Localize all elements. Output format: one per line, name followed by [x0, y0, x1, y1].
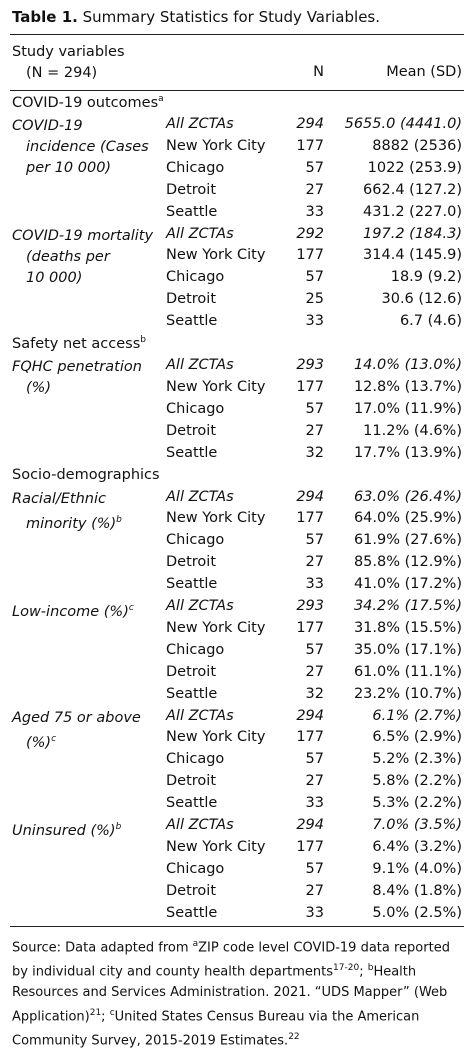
- variable-label-line: (%): [26, 380, 52, 396]
- col-header-variables: [12, 42, 125, 84]
- row-group: All ZCTAs: [166, 488, 234, 505]
- section-title-text: Socio-demographics: [12, 466, 160, 483]
- section-title: [12, 335, 146, 352]
- row-n: 294: [296, 116, 324, 132]
- table-row: [0, 510, 474, 532]
- row-n: 27: [305, 554, 324, 571]
- table-row: [0, 445, 474, 467]
- row-group: Seattle: [166, 795, 218, 812]
- table-row: [0, 576, 474, 598]
- table-row: [0, 357, 474, 379]
- row-n: 294: [296, 707, 324, 724]
- row-n: 57: [305, 400, 324, 417]
- variable-label-line: COVID-19: [12, 118, 83, 134]
- row-n: 293: [296, 357, 324, 373]
- row-n: 57: [305, 641, 324, 658]
- table-row: [0, 204, 474, 226]
- row-group: Detroit: [166, 663, 216, 680]
- row-n: 57: [305, 860, 324, 877]
- row-group: Chicago: [166, 860, 225, 877]
- row-mean-sd: 61.0% (11.1%): [353, 663, 462, 680]
- table-title: [12, 8, 380, 26]
- row-n: 33: [305, 795, 324, 812]
- variable-footnote: c: [128, 603, 134, 613]
- table-row: [0, 620, 474, 642]
- table-row: [0, 664, 474, 686]
- variable-label-line: incidence (Cases: [26, 139, 149, 155]
- section-title: [12, 467, 160, 483]
- row-n: 293: [296, 598, 324, 614]
- row-group: All ZCTAs: [166, 817, 234, 833]
- row-n: 27: [305, 663, 324, 680]
- row-n: 27: [305, 882, 324, 899]
- row-mean-sd: 12.8% (13.7%): [353, 378, 462, 395]
- table-row: [0, 839, 474, 861]
- row-group: Detroit: [166, 291, 216, 308]
- row-group: Seattle: [166, 444, 218, 461]
- row-n: 32: [305, 444, 324, 461]
- row-mean-sd: 5.0% (2.5%): [372, 904, 462, 921]
- table-row: [0, 226, 474, 248]
- table-row: [0, 423, 474, 445]
- variable-footnote: b: [115, 822, 122, 832]
- variable-label-line: COVID-19 mortality: [12, 227, 154, 244]
- row-n: 33: [305, 203, 324, 220]
- table-row: [0, 401, 474, 423]
- row-mean-sd: 11.2% (4.6%): [363, 422, 462, 439]
- col-header-sample-size: (N = 294): [26, 65, 98, 81]
- row-mean-sd: 31.8% (15.5%): [353, 619, 462, 636]
- row-mean-sd: 18.9 (9.2): [390, 269, 462, 286]
- table-row: [0, 686, 474, 708]
- row-n: 57: [305, 269, 324, 286]
- row-group: New York City: [166, 729, 266, 746]
- row-group: Seattle: [166, 203, 218, 220]
- row-n: 27: [305, 773, 324, 790]
- row-mean-sd: 35.0% (17.1%): [353, 641, 462, 658]
- row-n: 27: [305, 422, 324, 439]
- row-mean-sd: 6.1% (2.7%): [372, 707, 462, 724]
- row-group: Seattle: [166, 576, 218, 593]
- row-mean-sd: 85.8% (12.9%): [353, 554, 462, 571]
- variable-label-text: minority (%): [26, 515, 117, 532]
- row-n: 33: [305, 313, 324, 330]
- variable-label-line: Racial/Ethnic: [12, 490, 106, 507]
- section-title-text: Safety net access: [12, 335, 141, 352]
- row-group: New York City: [166, 137, 266, 154]
- variable-label-text: Uninsured (%): [12, 822, 116, 839]
- row-mean-sd: 5.8% (2.2%): [372, 773, 462, 790]
- row-mean-sd: 662.4 (127.2): [363, 181, 462, 198]
- table-row: [0, 773, 474, 795]
- row-mean-sd: 197.2 (184.3): [363, 225, 462, 242]
- row-group: New York City: [166, 247, 266, 264]
- row-mean-sd: 63.0% (26.4%): [353, 488, 462, 505]
- row-group: All ZCTAs: [166, 598, 234, 614]
- row-group: Detroit: [166, 422, 216, 439]
- row-group: Chicago: [166, 159, 225, 176]
- table-number: Table 1.: [12, 8, 78, 26]
- table-row: [0, 160, 474, 182]
- row-n: 57: [305, 751, 324, 768]
- table-row: [0, 598, 474, 620]
- table-row: [0, 729, 474, 751]
- variable-label-line: 10 000): [26, 269, 83, 286]
- variable-label-line: per 10 000): [26, 160, 112, 176]
- row-mean-sd: 17.7% (13.9%): [353, 444, 462, 461]
- variable-label-line: FQHC penetration: [12, 359, 142, 375]
- row-n: 292: [296, 225, 324, 242]
- section-title-text: COVID-19 outcomes: [12, 94, 159, 111]
- row-n: 32: [305, 685, 324, 702]
- row-mean-sd: 30.6 (12.6): [381, 291, 462, 308]
- table-row: [0, 795, 474, 817]
- row-group: All ZCTAs: [166, 357, 234, 373]
- row-mean-sd: 6.5% (2.9%): [372, 729, 462, 746]
- row-group: Chicago: [166, 400, 225, 417]
- variable-label-line: Aged 75 or above: [12, 709, 141, 726]
- row-mean-sd: 34.2% (17.5%): [353, 598, 462, 614]
- row-group: Chicago: [166, 751, 225, 768]
- row-n: 177: [296, 247, 324, 264]
- row-n: 177: [296, 619, 324, 636]
- variable-footnote: c: [51, 733, 57, 744]
- table-row: [0, 708, 474, 730]
- table-row: [0, 883, 474, 905]
- variable-label-text: (%): [26, 734, 52, 751]
- row-n: 33: [305, 904, 324, 921]
- variable-footnote: b: [116, 514, 122, 525]
- row-mean-sd: 61.9% (27.6%): [353, 532, 462, 549]
- row-group: All ZCTAs: [166, 116, 234, 132]
- section-title: [12, 94, 164, 111]
- row-mean-sd: 9.1% (4.0%): [372, 860, 462, 877]
- col-header-mean-sd: Mean (SD): [386, 64, 462, 80]
- table-row: [0, 642, 474, 664]
- row-group: Detroit: [166, 181, 216, 198]
- table-row: [0, 138, 474, 160]
- row-n: 57: [305, 532, 324, 549]
- row-mean-sd: 8882 (2536): [372, 137, 462, 154]
- row-group: Seattle: [166, 685, 218, 702]
- row-mean-sd: 5.2% (2.3%): [372, 751, 462, 768]
- table-row: [0, 489, 474, 511]
- row-group: New York City: [166, 378, 266, 395]
- row-mean-sd: 41.0% (17.2%): [353, 576, 462, 593]
- row-n: 27: [305, 181, 324, 198]
- row-n: 33: [305, 576, 324, 593]
- row-mean-sd: 5.3% (2.2%): [372, 795, 462, 812]
- table-row: [0, 751, 474, 773]
- row-group: Detroit: [166, 773, 216, 790]
- row-mean-sd: 17.0% (11.9%): [353, 400, 462, 417]
- row-group: All ZCTAs: [166, 225, 234, 242]
- top-rule: [10, 34, 464, 35]
- variable-label-line: (deaths per: [26, 248, 110, 265]
- table-row: [0, 313, 474, 335]
- variable-label-text: Low-income (%): [12, 603, 129, 620]
- row-mean-sd: 6.7 (4.6): [399, 313, 462, 330]
- row-n: 294: [296, 488, 324, 505]
- row-mean-sd: 1022 (253.9): [367, 159, 462, 176]
- table-source-note: Source: Data adapted from $^a$ZIP code level COVID-19 data reported by individual city and county health departments$^{17-20}$; $^b$Health Resources and Services Administration. 2021. “UDS Mapper” (Web Application)$^{21}$; $^c$United States Census Bureau via the American Community Survey, 2015-2019 Estimates.$^{22}$: [12, 939, 450, 1049]
- row-mean-sd: 314.4 (145.9): [363, 247, 462, 264]
- row-group: Chicago: [166, 269, 225, 286]
- row-group: New York City: [166, 510, 266, 527]
- table-row: [0, 379, 474, 401]
- table-row: [0, 247, 474, 269]
- section-title-footnote: b: [140, 335, 146, 345]
- table-caption: Summary Statistics for Study Variables.: [82, 8, 381, 26]
- row-mean-sd: 23.2% (10.7%): [353, 685, 462, 702]
- table-row: [0, 291, 474, 313]
- row-group: All ZCTAs: [166, 707, 234, 724]
- row-group: New York City: [166, 838, 266, 855]
- col-header-variables-label: Study variables: [12, 44, 125, 60]
- row-group: Seattle: [166, 904, 218, 921]
- row-group: New York City: [166, 619, 266, 636]
- table-row: [0, 554, 474, 576]
- table-row: [0, 269, 474, 291]
- row-n: 177: [296, 378, 324, 395]
- row-n: 177: [296, 137, 324, 154]
- row-n: 177: [296, 510, 324, 527]
- row-mean-sd: 8.4% (1.8%): [372, 882, 462, 899]
- section-title-footnote: a: [158, 94, 164, 104]
- row-mean-sd: 7.0% (3.5%): [372, 817, 462, 833]
- row-group: Chicago: [166, 532, 225, 549]
- row-n: 177: [296, 838, 324, 855]
- row-group: Seattle: [166, 313, 218, 330]
- row-mean-sd: 5655.0 (4441.0): [344, 116, 462, 132]
- row-mean-sd: 64.0% (25.9%): [353, 510, 462, 527]
- row-n: 57: [305, 159, 324, 176]
- table-row: [0, 532, 474, 554]
- table-row: [0, 116, 474, 138]
- row-group: Chicago: [166, 641, 225, 658]
- row-n: 177: [296, 729, 324, 746]
- bottom-rule: [10, 926, 464, 927]
- col-header-n: N: [313, 64, 324, 80]
- header-rule: [10, 90, 464, 91]
- table-row: [0, 817, 474, 839]
- row-group: Detroit: [166, 554, 216, 571]
- table-row: [0, 182, 474, 204]
- row-mean-sd: 431.2 (227.0): [363, 203, 462, 220]
- row-group: Detroit: [166, 882, 216, 899]
- row-mean-sd: 6.4% (3.2%): [372, 838, 462, 855]
- table-row: [0, 905, 474, 927]
- table-row: [0, 861, 474, 883]
- row-mean-sd: 14.0% (13.0%): [353, 357, 462, 373]
- row-n: 25: [305, 291, 324, 308]
- row-n: 294: [296, 817, 324, 833]
